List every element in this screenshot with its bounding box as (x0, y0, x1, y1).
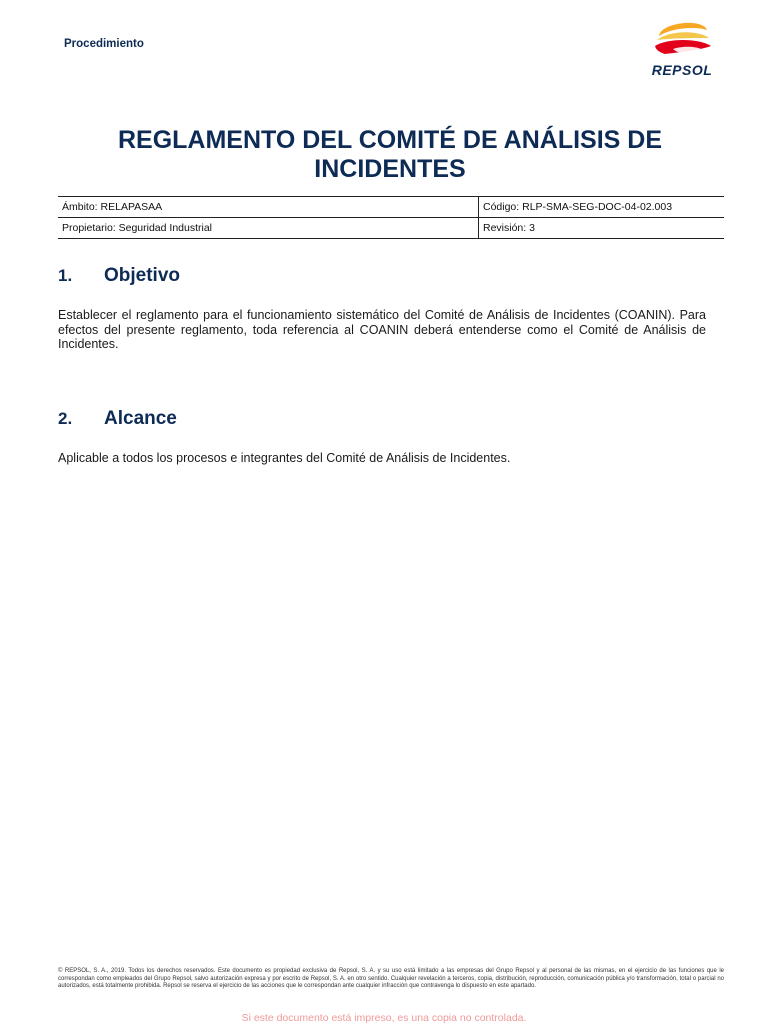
repsol-logo-text: REPSOL (651, 62, 713, 78)
document-title-line-1: REGLAMENTO DEL COMITÉ DE ANÁLISIS DE (117, 126, 663, 154)
document-metadata-table (58, 196, 724, 239)
code-cell: Código: RLP-SMA-SEG-DOC-04-02.003 (479, 197, 725, 218)
section-body-alcance: Aplicable a todos los procesos e integrantes del Comité de Análisis de Incidentes. (58, 451, 511, 465)
section-heading-alcance (58, 408, 177, 430)
uncontrolled-copy-note: Si este documento está impreso, es una copia no controlada. (241, 1012, 527, 1024)
section-number: 2. (58, 409, 73, 428)
scope-cell: Ámbito: RELAPASAA (58, 197, 479, 218)
document-title-line-2: INCIDENTES (314, 155, 466, 183)
table-row (58, 218, 724, 239)
repsol-flame-logo-icon (651, 16, 713, 60)
section-heading-objetivo (58, 265, 180, 287)
section-body-objetivo: Establecer el reglamento para el funcionamiento sistemático del Comité de Análisis de Incidentes (COANIN). Para efectos del presente reglamento, toda referencia al COANIN deberá entenderse como el Comité de Análisis de Incidentes. (58, 308, 706, 351)
section-number: 1. (58, 266, 73, 285)
revision-cell: Revisión: 3 (479, 218, 725, 239)
repsol-logo (640, 16, 724, 80)
footer-legal-notice: © REPSOL, S. A., 2019. Todos los derechos reservados. Este documento es propiedad exclusiva de Repsol, S. A. y su uso está limitado a las empresas del Grupo Repsol y al personal de las mismas, en el ejercicio de las funciones que le correspondan como empleados del Grupo Repsol, salvo autorización expresa y por escrito de Repsol, S. A. en otro sentido. Cualquier revelación a terceros, copia, distribución, reproducción, comunicación pública y/o transformación, total o parcial no autorizados, está totalmente prohibida. Repsol se reserva el ejercicio de las acciones que le correspondan ante cualquier infracción que contravenga lo dispuesto en este apartado. (58, 968, 724, 989)
document-type-label: Procedimiento (64, 38, 144, 50)
section-title: Alcance (104, 408, 177, 429)
section-title: Objetivo (104, 265, 181, 286)
table-row (58, 197, 724, 218)
owner-cell: Propietario: Seguridad Industrial (58, 218, 479, 239)
document-title (60, 126, 720, 184)
